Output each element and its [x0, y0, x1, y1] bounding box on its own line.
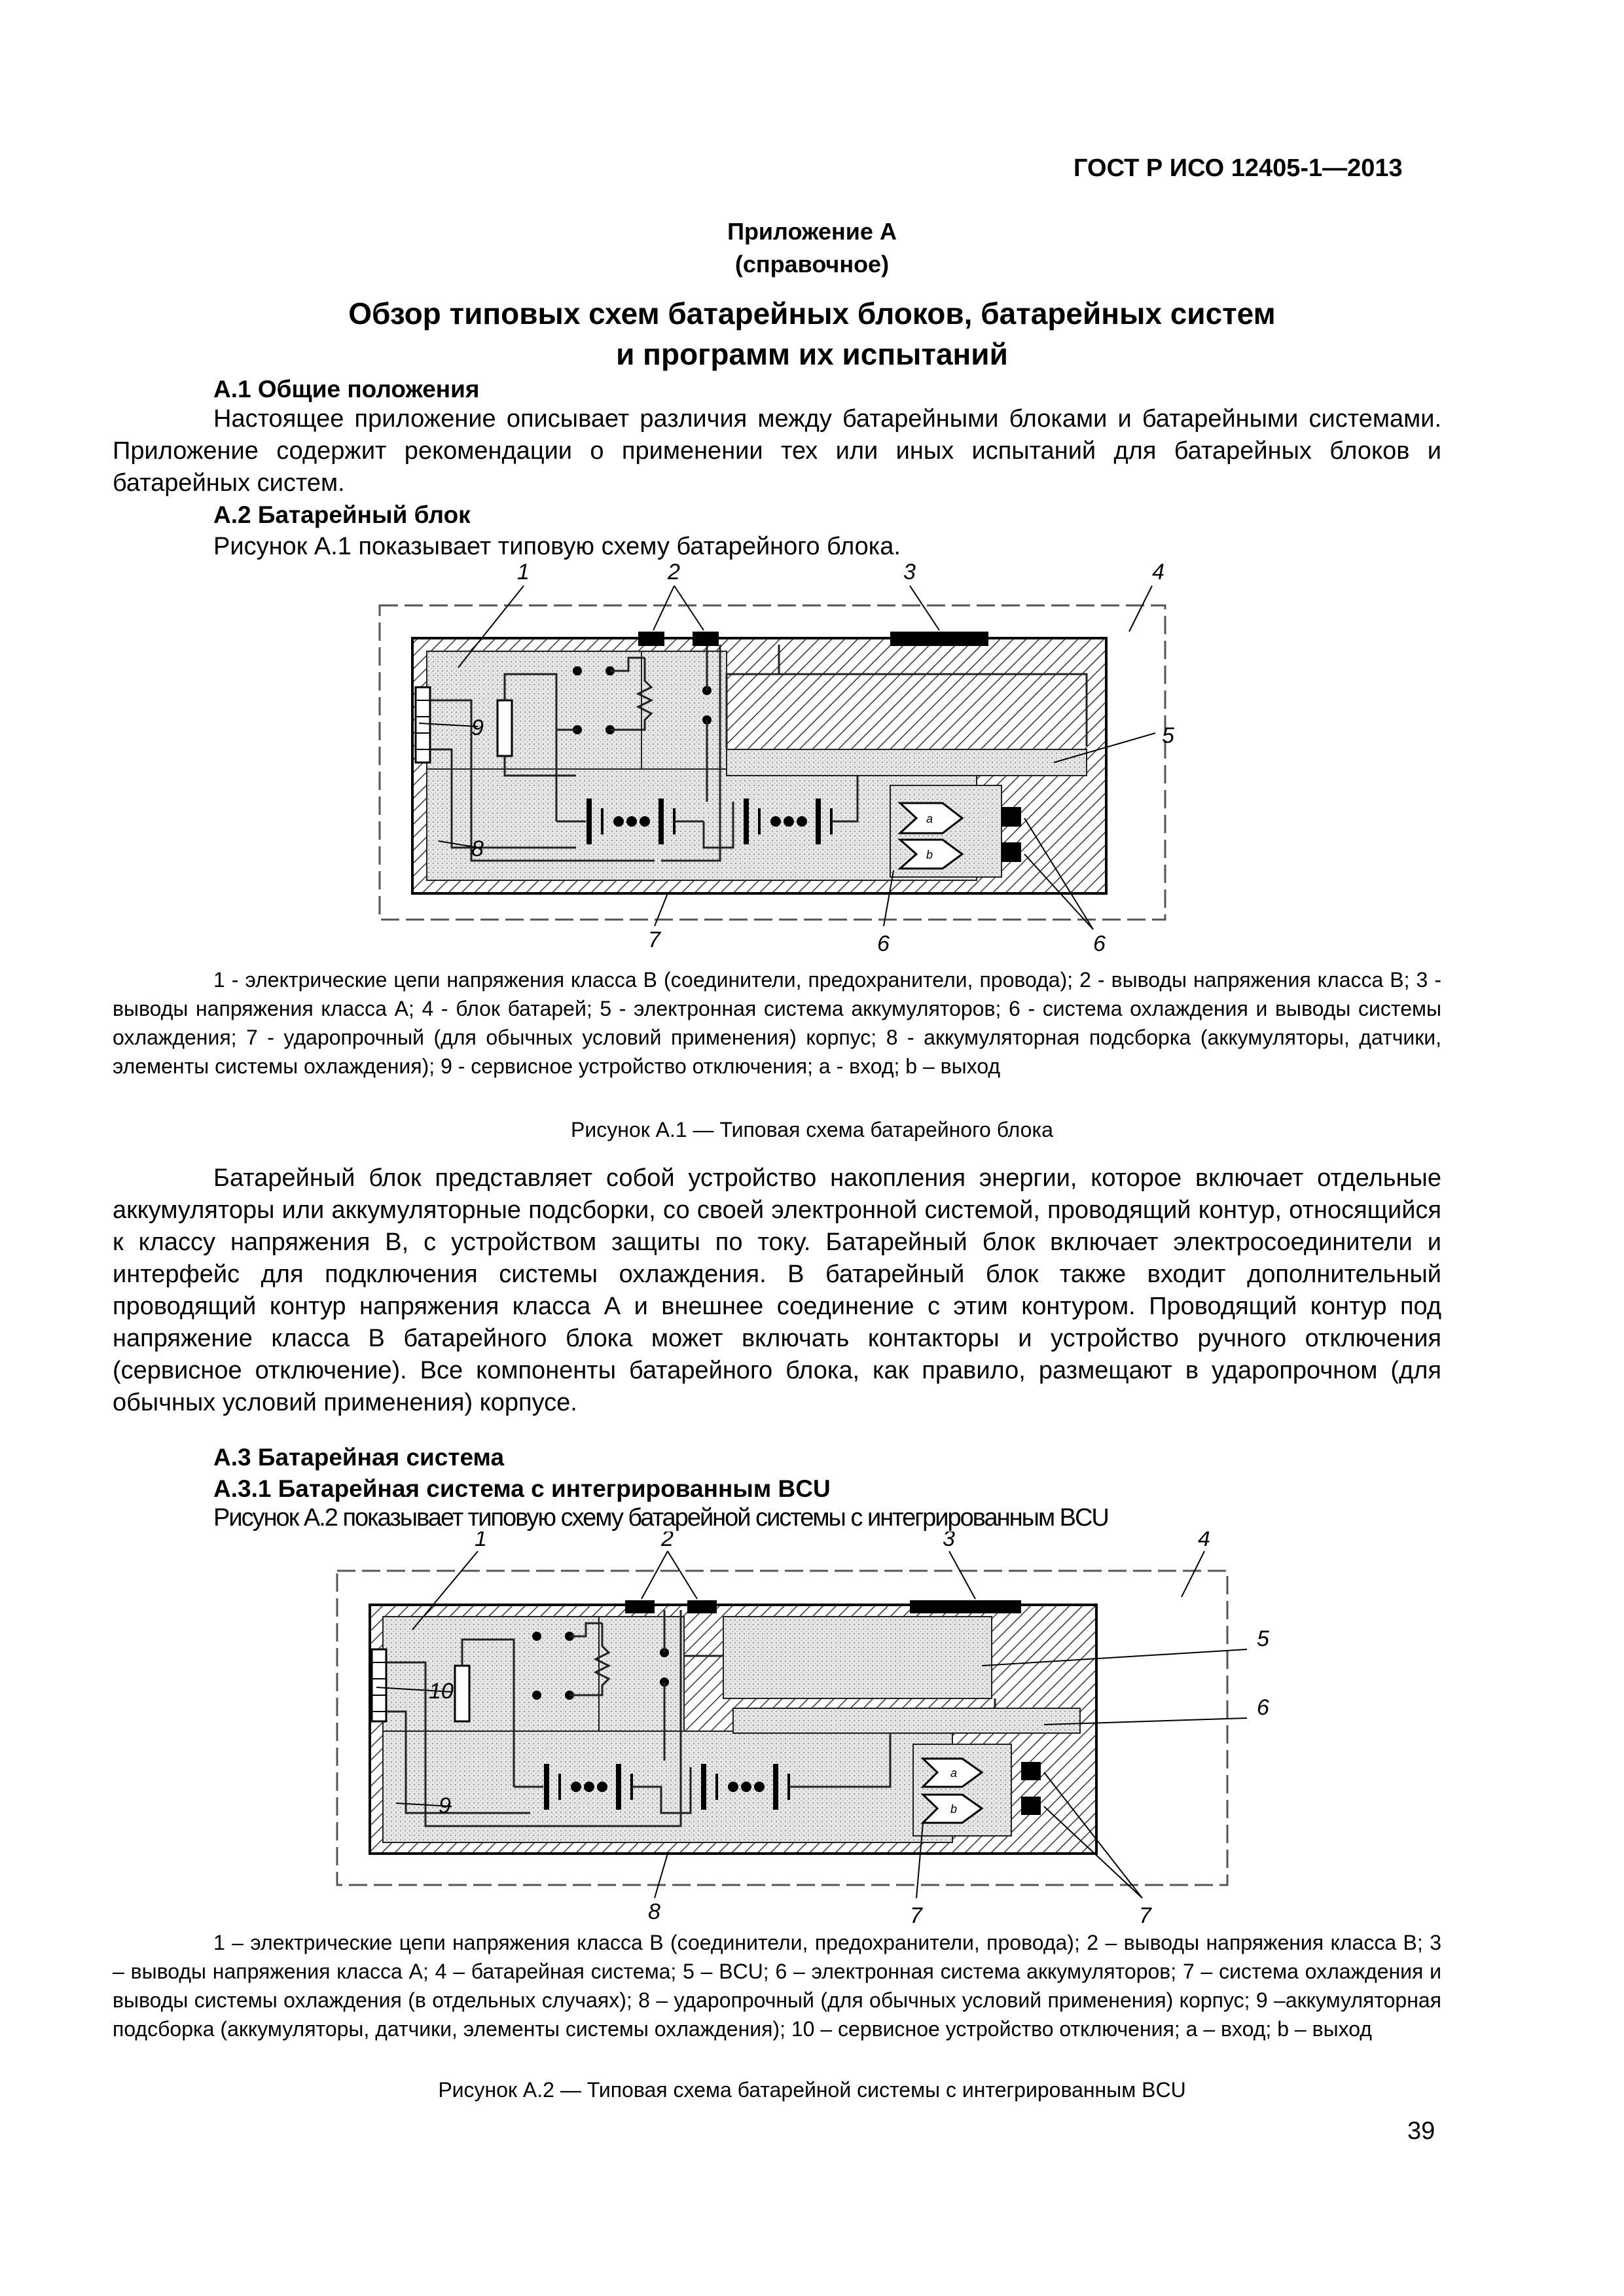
section-a31-heading: А.3.1 Батарейная система с интегрированным BCU [213, 1475, 831, 1502]
fig2-label-2: 2 [661, 1532, 674, 1551]
fig1-label-b: b [926, 848, 933, 861]
fig1-label-6b: 6 [1093, 931, 1106, 956]
fig2-label-7b: 7 [1139, 1903, 1151, 1924]
figure-a1-caption: Рисунок А.1 — Типовая схема батарейного блока [571, 1118, 1053, 1141]
appendix-title-line2: и программ их испытаний [616, 337, 1008, 371]
section-a3-heading: А.3 Батарейная система [213, 1444, 505, 1471]
document-standard-number: ГОСТ Р ИСО 12405-1—2013 [1074, 154, 1403, 182]
section-a2-body [113, 1162, 1441, 1419]
figure-a2-legend [113, 1928, 1441, 2043]
figure-a1-diagram [340, 560, 1204, 959]
fig1-label-8: 8 [471, 836, 484, 861]
section-a2-heading: А.2 Батарейный блок [213, 501, 471, 528]
section-a1-text-content: Настоящее приложение описывает различия между батарейными блоками и батарейными системами. Приложение содержит рекомендации о применении тех или иных испытаний для батарейных блоков и батарейных систем. [113, 405, 1441, 497]
fig1-label-6a: 6 [877, 931, 890, 956]
fig2-label-8: 8 [648, 1899, 660, 1924]
fig2-label-5: 5 [1257, 1626, 1269, 1651]
fig1-label-a: a [926, 812, 933, 825]
section-a31-intro: Рисунок А.2 показывает типовую схему батарейной системы с интегрированным BCU [213, 1504, 1108, 1532]
appendix-title-line1: Обзор типовых схем батарейных блоков, батарейных систем [348, 296, 1276, 331]
fig1-label-5: 5 [1162, 723, 1174, 748]
fig2-label-b: b [950, 1803, 958, 1816]
appendix-type: (справочное) [734, 251, 890, 278]
fig1-label-1: 1 [517, 560, 530, 584]
figure-a2-legend-text: 1 – электрические цепи напряжения класса В (соединители, предохранители, провода); 2 – выводы напряжения класса В; 3 – выводы напряжения класса А; 4 – батарейная система; 5 – BCU; 6 – электронная система аккумуляторов; 7 – система охлаждения и выводы системы охлаждения (в отдельных случаях); 8 – ударопрочный (для обычных условий применения) корпус; 9 –аккумуляторная подсборка (аккумуляторы, датчики, элементы системы охлаждения); 10 – сервисное устройство отключения; a – вход; b – выход [113, 1931, 1441, 2041]
fig2-label-3: 3 [943, 1532, 955, 1551]
fig2-label-7a: 7 [910, 1903, 922, 1924]
fig2-label-4: 4 [1198, 1532, 1210, 1551]
fig2-label-10: 10 [429, 1679, 454, 1704]
page-number: 39 [1407, 2117, 1435, 2145]
fig1-label-4: 4 [1152, 560, 1164, 584]
fig1-label-2: 2 [668, 560, 680, 584]
appendix-label: Приложение А [727, 218, 897, 245]
fig2-label-9: 9 [439, 1793, 451, 1818]
figure-a1-legend [113, 965, 1441, 1081]
section-a2-body-text: Батарейный блок представляет собой устройство накопления энергии, которое включает отдельные аккумуляторы или аккумуляторные подсборки, со своей электронной системой, проводящий контур, относящийся к классу напряжения В, с устройством защиты по току. Батарейный блок включает электросоединители и интерфейс для подключения системы охлаждения. В батарейный блок также входит дополнительный проводящий контур напряжения класса А и внешнее соединение с этим контуром. Проводящий контур под напряжение класса В батарейного блока может включать контакторы и устройство ручного отключения (сервисное отключение). Все компоненты батарейного блока, как правило, размещают в ударопрочном (для обычных условий применения) корпусе. [113, 1164, 1441, 1416]
fig2-label-6: 6 [1257, 1695, 1269, 1720]
figure-a2-caption: Рисунок А.2 — Типовая схема батарейной системы с интегрированным BCU [438, 2078, 1186, 2102]
fig1-label-9: 9 [471, 715, 484, 740]
fig2-label-a: a [950, 1767, 958, 1780]
section-a1-heading: А.1 Общие положения [213, 376, 480, 403]
section-a1-text [113, 403, 1441, 499]
figure-a1-legend-text: 1 - электрические цепи напряжения класса В (соединители, предохранители, провода); 2 - выводы напряжения класса В; 3 - выводы напряжения класса А; 4 - блок батарей; 5 - электронная система аккумуляторов; 6 - система охлаждения и выводы системы охлаждения; 7 - ударопрочный (для обычных условий применения) корпус; 8 - аккумуляторная подсборка (аккумуляторы, датчики, элементы системы охлаждения); 9 - сервисное устройство отключения; a - вход; b – выход [113, 968, 1441, 1078]
section-a2-intro: Рисунок А.1 показывает типовую схему батарейного блока. [213, 533, 901, 560]
fig1-label-7: 7 [648, 927, 660, 952]
fig2-label-1: 1 [475, 1532, 487, 1551]
figure-a2-diagram [262, 1532, 1283, 1924]
fig1-label-3: 3 [903, 560, 916, 584]
